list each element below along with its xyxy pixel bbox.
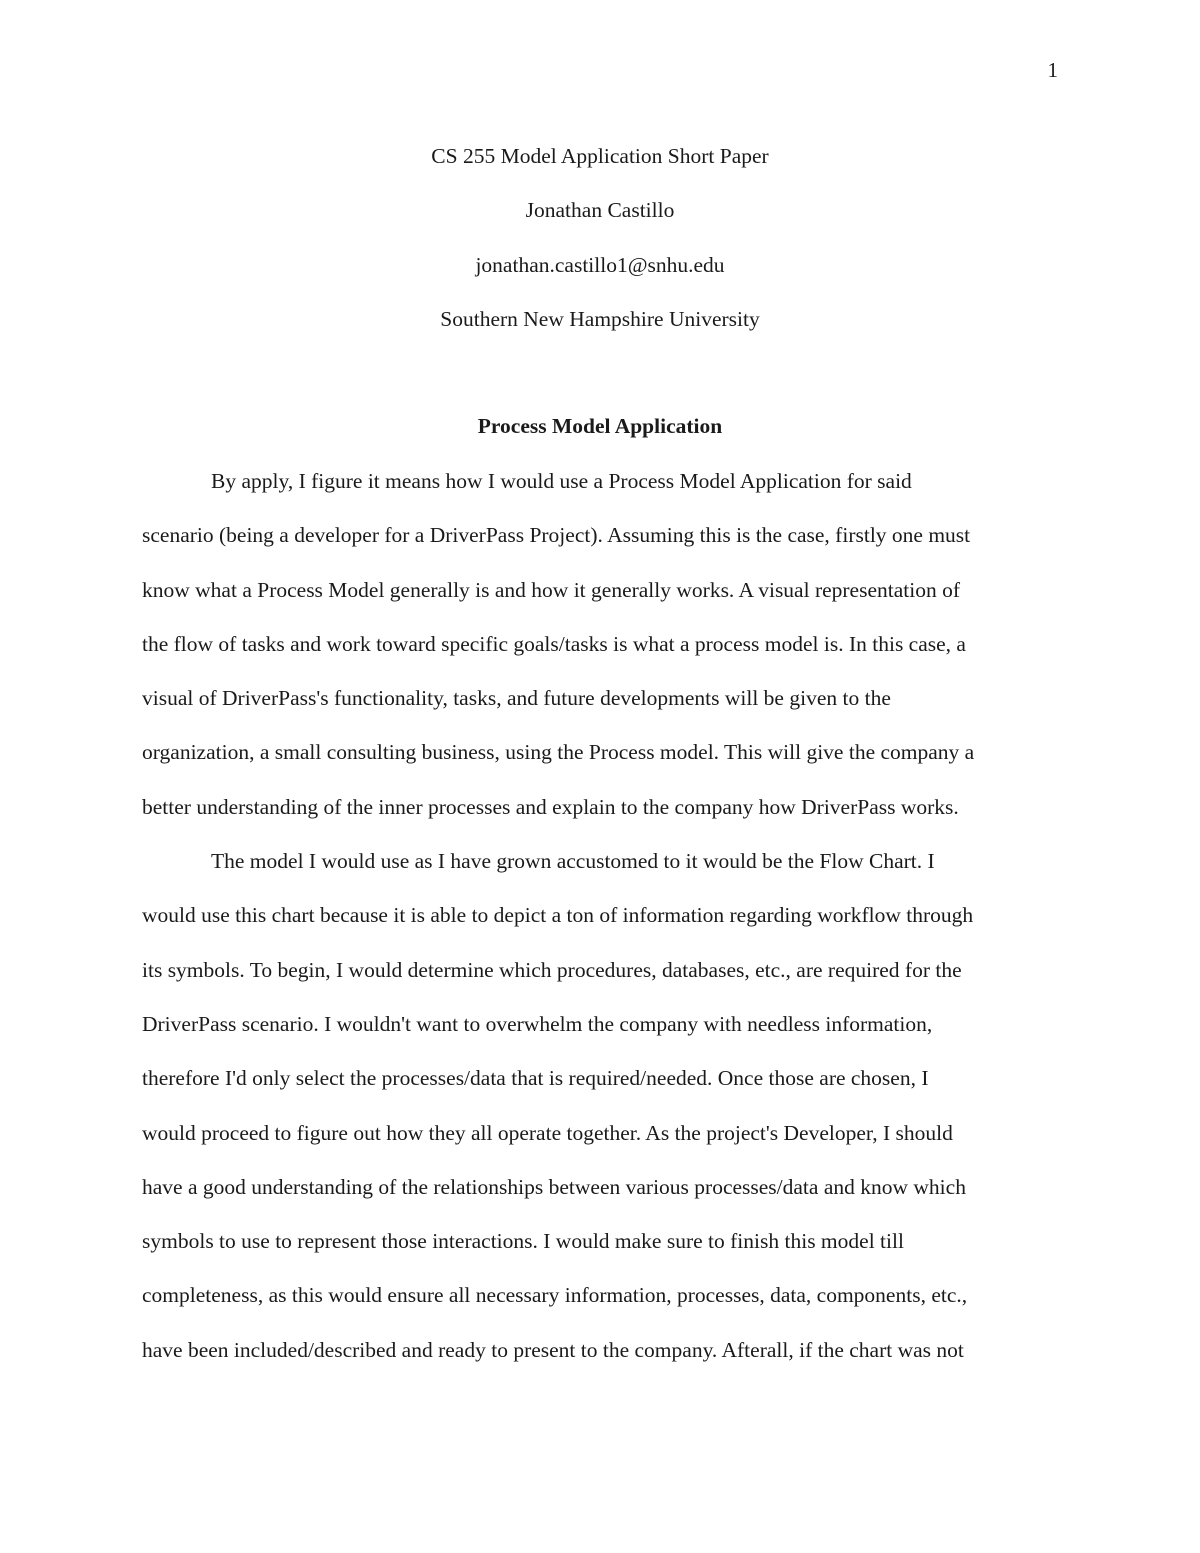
- paragraph-1-line: know what a Process Model generally is and how it generally works. A visual representation of: [142, 577, 961, 602]
- paragraph-2-line: The model I would use as I have grown accustomed to it would be the Flow Chart. I: [211, 849, 935, 874]
- paragraph-2-line: would use this chart because it is able to depict a ton of information regarding workflow through: [142, 903, 974, 928]
- paragraph-2-line: its symbols. To begin, I would determine which procedures, databases, etc., are required for the: [142, 957, 962, 982]
- section-heading: Process Model Application: [477, 414, 723, 438]
- paragraph-2-line: have a good understanding of the relationships between various processes/data and know which: [142, 1174, 966, 1199]
- paper-title: CS 255 Model Application Short Paper: [431, 144, 769, 168]
- paragraph-1-line: the flow of tasks and work toward specific goals/tasks is what a process model is. In this case, a: [142, 631, 966, 656]
- author-name: Jonathan Castillo: [525, 198, 675, 223]
- paragraph-1-line: visual of DriverPass's functionality, tasks, and future developments will be given to the: [142, 686, 891, 711]
- paragraph-2-line: symbols to use to represent those interactions. I would make sure to finish this model till: [142, 1229, 904, 1254]
- paragraph-2-line: therefore I'd only select the processes/data that is required/needed. Once those are chosen, I: [142, 1066, 929, 1091]
- title-block: [0, 142, 1200, 359]
- institution-name: Southern New Hampshire University: [440, 306, 760, 331]
- paragraph-2-line: have been included/described and ready to present to the company. Afterall, if the chart was not: [142, 1337, 964, 1362]
- page-number: 1: [1047, 58, 1058, 82]
- paragraph-1-line: better understanding of the inner processes and explain to the company how DriverPass works.: [142, 794, 959, 819]
- paragraph-1-line: scenario (being a developer for a DriverPass Project). Assuming this is the case, firstly one must: [142, 523, 971, 548]
- paragraph-2-line: DriverPass scenario. I wouldn't want to overwhelm the company with needless information,: [142, 1011, 933, 1036]
- body-text: [142, 467, 1058, 1390]
- paragraph-2-line: completeness, as this would ensure all necessary information, processes, data, components, etc.,: [142, 1283, 968, 1308]
- paragraph-1-line: By apply, I figure it means how I would use a Process Model Application for said: [211, 469, 912, 493]
- author-email: jonathan.castillo1@snhu.edu: [475, 252, 725, 277]
- paragraph-2-line: would proceed to figure out how they all operate together. As the project's Developer, I should: [142, 1120, 953, 1145]
- paragraph-1-line: organization, a small consulting business, using the Process model. This will give the company a: [142, 740, 975, 765]
